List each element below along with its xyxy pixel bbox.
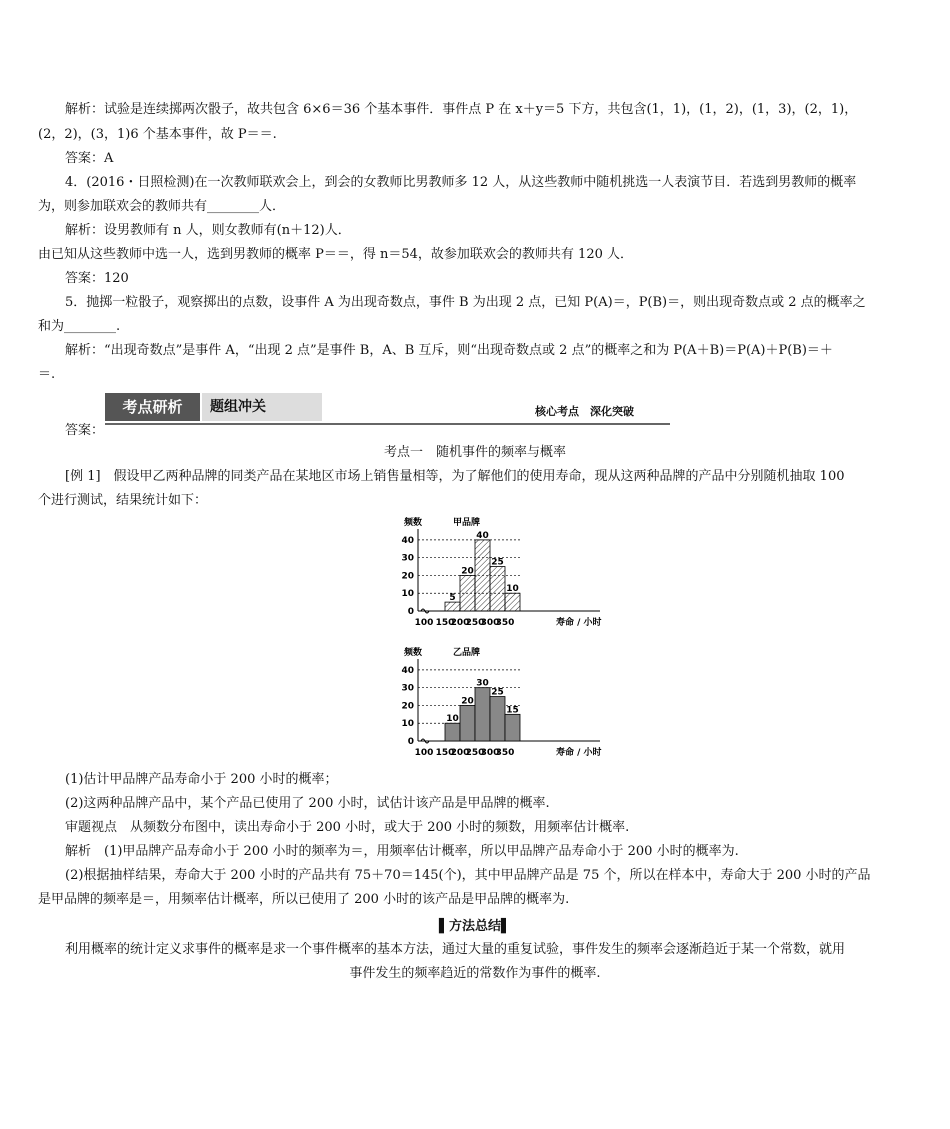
x-tick-label: 200 bbox=[450, 748, 470, 758]
x-tick-label: 350 bbox=[495, 618, 515, 628]
x-tick-label: 350 bbox=[495, 748, 515, 758]
text-line: 利用概率的统计定义求事件的概率是求一个事件概率的基本方法，通过大量的重复试验，事件发生的频率会逐渐趋近于某一个常数，就用 bbox=[65, 942, 846, 957]
y-tick-label: 0 bbox=[407, 607, 414, 617]
y-tick-label: 30 bbox=[401, 683, 414, 694]
text-line: 解析：“出现奇数点”是事件 A，“出现 2 点”是事件 B，A、B 互斥，则“出现奇数点或 2 点”的概率之和为 P(A＋B)＝P(A)＋P(B)＝＋ bbox=[65, 343, 833, 358]
y-axis-label: 频数 bbox=[404, 518, 423, 528]
bar-value-label: 10 bbox=[446, 714, 459, 725]
x-tick-label: 200 bbox=[450, 618, 470, 628]
histogram-jia bbox=[390, 515, 630, 637]
text-line: 解析：设男教师有 n 人，则女教师有(n＋12)人． bbox=[65, 223, 351, 238]
y-tick-label: 40 bbox=[401, 665, 414, 676]
text-line: 是甲品牌的频率是＝，用频率估计概率，所以已使用了 200 小时的该产品是甲品牌的概率为. bbox=[38, 892, 570, 907]
y-axis-label: 频数 bbox=[404, 648, 423, 658]
text-line: ＝. bbox=[38, 367, 56, 382]
bar bbox=[460, 705, 475, 741]
text-line: (1)估计甲品牌产品寿命小于 200 小时的概率； bbox=[65, 772, 338, 787]
x-tick-label: 300 bbox=[480, 748, 500, 758]
bar bbox=[505, 593, 520, 611]
histogram-yi bbox=[390, 645, 630, 767]
y-tick-label: 10 bbox=[401, 719, 414, 730]
text-line: 为，则参加联欢会的教师共有________人． bbox=[38, 199, 286, 214]
y-tick-label: 20 bbox=[401, 571, 414, 582]
bar bbox=[475, 540, 490, 611]
bar-value-label: 30 bbox=[476, 678, 489, 689]
text-line: (2)根据抽样结果，寿命大于 200 小时的产品共有 75＋70＝145(个)，其中甲品牌产品是 75 个，所以在样本中，寿命大于 200 小时的产品 bbox=[65, 868, 871, 883]
y-tick-label: 20 bbox=[401, 701, 414, 712]
bar-value-label: 20 bbox=[461, 566, 474, 577]
bar-value-label: 5 bbox=[449, 593, 456, 604]
y-tick-label: 10 bbox=[401, 589, 414, 600]
bar bbox=[475, 688, 490, 741]
bar-value-label: 25 bbox=[491, 687, 504, 698]
method-summary-title: ▌方法总结▌ bbox=[439, 919, 511, 934]
y-tick-label: 40 bbox=[401, 535, 414, 546]
x-tick-label: 100 bbox=[414, 618, 434, 628]
bar-value-label: 10 bbox=[506, 584, 519, 595]
bar-value-label: 40 bbox=[476, 530, 489, 541]
x-tick-label: 150 bbox=[435, 618, 455, 628]
bar bbox=[445, 723, 460, 741]
chart-title: 乙品牌 bbox=[453, 648, 481, 658]
bar bbox=[490, 697, 505, 741]
bar bbox=[445, 602, 460, 611]
chart-title: 甲品牌 bbox=[453, 518, 481, 528]
banner-dark-label: 考点研析 bbox=[105, 393, 200, 421]
x-tick-label: 100 bbox=[414, 748, 434, 758]
section-heading: 考点一 随机事件的频率与概率 bbox=[383, 445, 566, 460]
y-tick-label: 0 bbox=[407, 737, 414, 747]
bar bbox=[490, 567, 505, 611]
bar bbox=[505, 714, 520, 741]
section-banner bbox=[105, 393, 670, 425]
text-line: 由已知从这些教师中选一人，选到男教师的概率 P＝＝，得 n＝54，故参加联欢会的教师共有 120 人． bbox=[38, 247, 634, 262]
x-tick-label: 150 bbox=[435, 748, 455, 758]
text-line: 个进行测试，结果统计如下： bbox=[38, 493, 208, 508]
text-line: 审题视点 从频数分布图中，读出寿命小于 200 小时，或大于 200 小时的频数，用频率估计概率. bbox=[65, 820, 630, 835]
y-tick-label: 30 bbox=[401, 553, 414, 564]
banner-rule bbox=[105, 423, 670, 425]
banner-right-label: 核心考点 深化突破 bbox=[535, 405, 634, 418]
x-tick-label: 250 bbox=[465, 618, 485, 628]
text-line: 解析：试验是连续掷两次骰子，故共包含 6×6＝36 个基本事件．事件点 P 在 x＋y＝5 下方，共包含(1，1)，(1，2)，(1，3)，(2，1)， bbox=[65, 102, 858, 117]
text-line: 事件发生的频率趋近的常数作为事件的概率. bbox=[349, 966, 601, 981]
bar bbox=[460, 575, 475, 611]
text-line: (2，2)，(3，1)6 个基本事件，故 P＝＝. bbox=[38, 127, 277, 142]
bar-value-label: 25 bbox=[491, 557, 504, 568]
text-line: 和为________. bbox=[38, 319, 121, 334]
histogram-jia-svg bbox=[390, 515, 630, 633]
text-line: 答案：120 bbox=[65, 271, 129, 286]
x-axis-label: 寿命 / 小时 bbox=[556, 748, 602, 758]
text-line: 4．(2016・日照检测)在一次教师联欢会上，到会的女教师比男教师多 12 人，从这些教师中随机挑选一人表演节目．若选到男教师的概率 bbox=[65, 175, 857, 190]
text-line: 答案： bbox=[65, 423, 105, 438]
text-line: 解析 (1)甲品牌产品寿命小于 200 小时的频率为＝，用频率估计概率，所以甲品牌产品寿命小于 200 小时的概率为. bbox=[65, 844, 739, 859]
text-line: 5．抛掷一粒骰子，观察掷出的点数，设事件 A 为出现奇数点，事件 B 为出现 2 点，已知 P(A)＝，P(B)＝，则出现奇数点或 2 点的概率之 bbox=[65, 295, 866, 310]
text-line: (2)这两种品牌产品中，某个产品已使用了 200 小时，试估计该产品是甲品牌的概率. bbox=[65, 796, 550, 811]
banner-light-label: 题组冲关 bbox=[202, 393, 322, 421]
text-line: [例 1] 假设甲乙两种品牌的同类产品在某地区市场上销售量相等，为了解他们的使用寿命，现从这两种品牌的产品中分别随机抽取 100 bbox=[65, 469, 845, 484]
x-axis-label: 寿命 / 小时 bbox=[556, 618, 602, 628]
x-tick-label: 250 bbox=[465, 748, 485, 758]
bar-value-label: 15 bbox=[506, 705, 519, 716]
bar-value-label: 20 bbox=[461, 696, 474, 707]
text-line: 答案：A bbox=[65, 151, 114, 166]
histogram-yi-svg bbox=[390, 645, 630, 763]
x-tick-label: 300 bbox=[480, 618, 500, 628]
